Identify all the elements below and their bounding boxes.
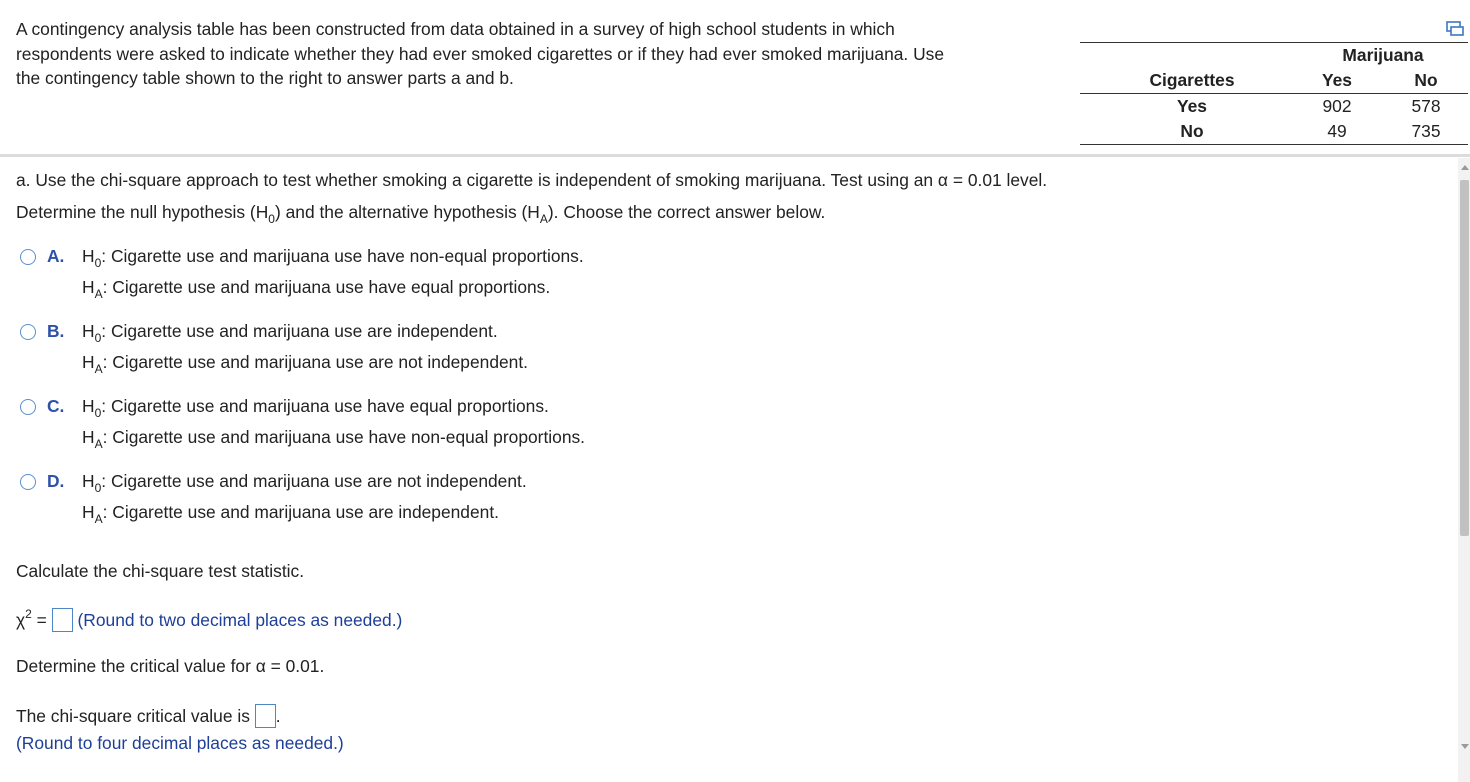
contingency-table bbox=[1080, 42, 1468, 145]
cell-value: 49 bbox=[1327, 121, 1347, 141]
chi-symbol: χ bbox=[16, 610, 26, 630]
cell-value: 735 bbox=[1411, 121, 1441, 141]
intro-line-1: A contingency analysis table has been constructed from data obtained in a survey of high school students in which bbox=[16, 19, 895, 39]
table-view-icon[interactable] bbox=[1446, 21, 1464, 36]
alpha-symbol: α bbox=[255, 656, 266, 676]
option-h0: $H_0$: Cigarette use and marijuana use are not independent. bbox=[82, 471, 527, 495]
table-header-row bbox=[1080, 68, 1468, 94]
col-header-no: No bbox=[1414, 70, 1438, 90]
option-letter: B. bbox=[47, 321, 65, 341]
scroll-down-arrow-icon[interactable] bbox=[1461, 744, 1469, 749]
table-row bbox=[1080, 94, 1468, 119]
alpha-symbol: α bbox=[937, 170, 948, 190]
cell-value: 902 bbox=[1322, 96, 1352, 116]
intro-line-3: the contingency table shown to the right to answer parts a and b. bbox=[16, 68, 514, 88]
option-h0: $H_0$: Cigarette use and marijuana use are independent. bbox=[82, 321, 498, 345]
option-ha: $H_A$: Cigarette use and marijuana use are independent. bbox=[82, 502, 499, 526]
chi-square-answer-row: $\chi^2$ = (Round to two decimal places as needed.) bbox=[16, 607, 403, 630]
intro-line-2: respondents were asked to indicate whether they had ever smoked cigarettes or if they had ever smoked marijuana. Use bbox=[16, 43, 944, 64]
critical-value-input[interactable] bbox=[255, 704, 276, 728]
critical-value-prompt: Determine the critical value for α = 0.01. bbox=[16, 656, 325, 676]
option-h0: $H_0$: Cigarette use and marijuana use have non-equal proportions. bbox=[82, 246, 584, 270]
column-group-header: Marijuana bbox=[1342, 45, 1424, 65]
chi-square-input[interactable] bbox=[52, 608, 73, 632]
radio-button[interactable] bbox=[20, 399, 36, 415]
scroll-up-arrow-icon[interactable] bbox=[1461, 165, 1469, 170]
option-letter: C. bbox=[47, 396, 65, 416]
option-ha: $H_A$: Cigarette use and marijuana use have equal proportions. bbox=[82, 277, 551, 301]
critical-value-answer-row: The chi-square critical value is . bbox=[16, 706, 281, 726]
radio-button[interactable] bbox=[20, 249, 36, 265]
chi-square-hint: (Round to two decimal places as needed.) bbox=[77, 610, 403, 630]
col-header-yes: Yes bbox=[1322, 70, 1352, 90]
option-h0: $H_0$: Cigarette use and marijuana use have equal proportions. bbox=[82, 396, 549, 420]
answer-option-a[interactable] bbox=[16, 244, 916, 304]
table-group-header-row bbox=[1080, 43, 1468, 68]
hypothesis-prompt: Determine the null hypothesis $(H_0)$ and the alternative hypothesis $(H_A)$. Choose the correct answer below. bbox=[16, 202, 826, 226]
part-a-question: a. Use the chi-square approach to test whether smoking a cigarette is independent of smoking marijuana. Test using an α = 0.01 level. bbox=[16, 170, 1048, 190]
option-ha: $H_A$: Cigarette use and marijuana use have non-equal proportions. bbox=[82, 427, 586, 451]
radio-button[interactable] bbox=[20, 324, 36, 340]
table-row bbox=[1080, 119, 1468, 144]
answer-option-c[interactable] bbox=[16, 394, 916, 454]
scrollbar-thumb[interactable] bbox=[1460, 180, 1469, 536]
row-label: Yes bbox=[1177, 96, 1207, 116]
answer-option-b[interactable] bbox=[16, 319, 916, 379]
row-header: Cigarettes bbox=[1149, 70, 1235, 90]
chi-square-prompt: Calculate the chi-square test statistic. bbox=[16, 561, 305, 581]
critical-value-hint: (Round to four decimal places as needed.) bbox=[16, 733, 344, 753]
option-ha: $H_A$: Cigarette use and marijuana use are not independent. bbox=[82, 352, 528, 376]
row-label: No bbox=[1180, 121, 1204, 141]
problem-intro bbox=[16, 17, 1066, 91]
cell-value: 578 bbox=[1411, 96, 1441, 116]
radio-button[interactable] bbox=[20, 474, 36, 490]
answer-option-d[interactable] bbox=[16, 469, 916, 529]
option-letter: A. bbox=[47, 246, 65, 266]
option-letter: D. bbox=[47, 471, 65, 491]
section-divider bbox=[0, 154, 1470, 157]
